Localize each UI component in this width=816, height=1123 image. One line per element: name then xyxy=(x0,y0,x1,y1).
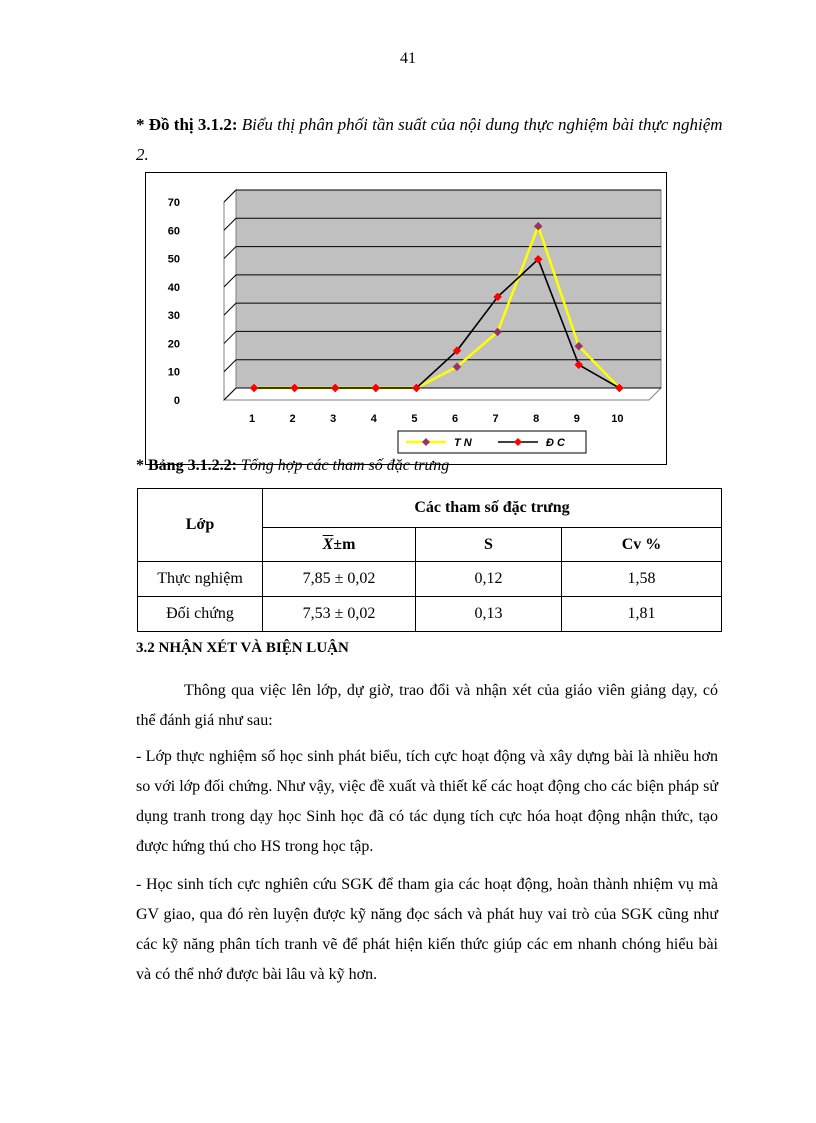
row-lop: Đối chứng xyxy=(138,597,263,632)
row-cv: 1,58 xyxy=(562,562,722,597)
row-x: 7,53 ± 0,02 xyxy=(263,597,416,632)
chart-caption-label: * Đồ thị 3.1.2: xyxy=(136,115,238,134)
y-tick-label: 60 xyxy=(167,225,180,238)
x-tick-label: 4 xyxy=(370,413,377,425)
section-heading: 3.2 NHẬN XÉT VÀ BIỆN LUẬN xyxy=(136,640,349,656)
y-tick-label: 70 xyxy=(167,197,180,209)
chart-caption xyxy=(136,110,726,170)
table-caption-text: Tổng hợp các tham số đặc trưng xyxy=(240,457,450,474)
x-tick-label: 5 xyxy=(411,413,418,425)
table-caption xyxy=(136,454,726,478)
chart-svg xyxy=(146,173,666,464)
row-s: 0,12 xyxy=(416,562,562,597)
y-tick-label: 40 xyxy=(167,281,180,294)
parameter-table xyxy=(137,488,722,632)
header-lop: Lớp xyxy=(138,489,263,562)
chart-side-wall xyxy=(224,190,236,400)
x-tick-label: 9 xyxy=(573,413,580,425)
x-tick-label: 8 xyxy=(533,413,540,425)
table-row xyxy=(138,597,722,632)
y-tick-label: 30 xyxy=(167,310,180,323)
row-cv: 1,81 xyxy=(562,597,722,632)
chart-caption-text: Biểu thị phân phối tần suất của nội dung thực nghiệm bài thực nghiệm 2. xyxy=(136,115,723,164)
row-x: 7,85 ± 0,02 xyxy=(263,562,416,597)
row-lop: Thực nghiệm xyxy=(138,562,263,597)
page-number: 41 xyxy=(400,50,416,67)
chart-floor xyxy=(224,388,661,400)
legend-label-dc: Đ C xyxy=(546,437,565,449)
header-x-suffix: ±m xyxy=(333,535,356,553)
header-cv: Cv % xyxy=(562,528,722,562)
y-tick-label: 10 xyxy=(167,366,180,379)
paragraph-observation-1: - Lớp thực nghiệm số học sinh phát biểu, tích cực hoạt động và xây dựng bài là nhiều hơn so với lớp đối chứng. Như vậy, việc đề xuất và thiết kế các hoạt động cho các biện pháp sử dụng tranh trong dạy học Sinh học đã có tác dụng tích cực hóa hoạt động nhận thức, tạo được hứng thú cho HS trong học tập. xyxy=(136,748,718,855)
x-tick-label: 7 xyxy=(492,413,499,425)
row-s: 0,13 xyxy=(416,597,562,632)
paragraph-observation-2: - Học sinh tích cực nghiên cứu SGK để tham gia các hoạt động, hoàn thành nhiệm vụ mà GV giao, qua đó rèn luyện được kỹ năng đọc sách và phát huy vai trò của SGK cũng như các kỹ năng phân tích tranh vẽ để phát hiện kiến thức giúp các em nhanh chóng hiểu bài và có thể nhớ được bài lâu và kỹ hơn. xyxy=(136,876,718,983)
header-s: S xyxy=(416,528,562,562)
y-tick-label: 50 xyxy=(167,253,180,266)
header-group: Các tham số đặc trưng xyxy=(263,489,722,528)
table-row xyxy=(138,562,722,597)
y-tick-label: 20 xyxy=(167,338,180,351)
x-tick-label: 2 xyxy=(289,413,296,425)
header-x-symbol: $\overline{X}$ xyxy=(322,535,334,553)
frequency-chart xyxy=(145,172,667,465)
table-caption-label: * Bảng 3.1.2.2: xyxy=(136,457,237,474)
x-tick-label: 3 xyxy=(330,413,337,425)
x-tick-label: 1 xyxy=(248,413,256,425)
y-tick-label: 0 xyxy=(173,395,180,407)
x-tick-label: 10 xyxy=(611,413,624,425)
x-tick-label: 6 xyxy=(451,413,459,425)
header-x xyxy=(263,528,416,562)
legend-label-tn: T N xyxy=(454,437,472,449)
paragraph-intro: Thông qua việc lên lớp, dự giờ, trao đổi và nhận xét của giáo viên giảng dạy, có thể đánh giá như sau: xyxy=(136,682,718,729)
